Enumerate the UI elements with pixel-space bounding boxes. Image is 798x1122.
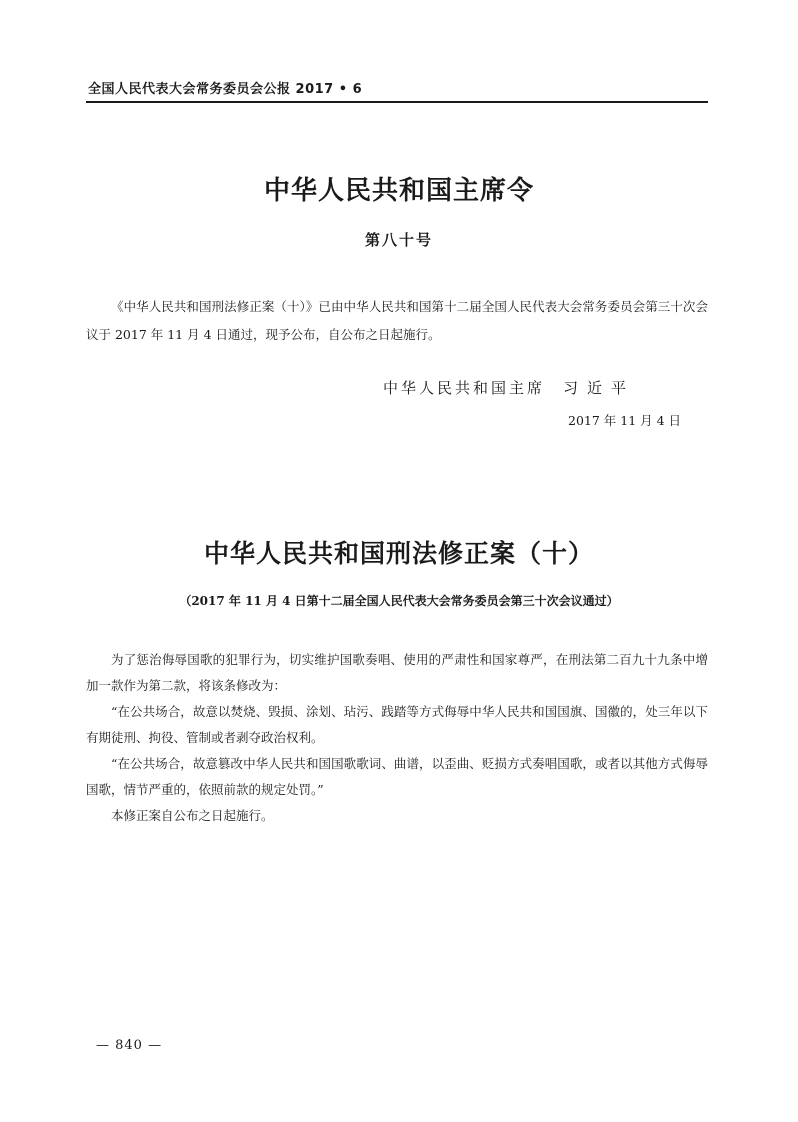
order-title: 中华人民共和国主席令 — [263, 176, 534, 206]
signer-name: 习近平 — [563, 379, 636, 397]
page-number: — 840 — — [96, 1038, 163, 1053]
order-body: 《中华人民共和国刑法修正案（十）》已由中华人民共和国第十二届全国人民代表大会常务委员会第三十次会议于 2017 年 11 月 4 日通过，现予公布，自公布之日起施行。 — [86, 299, 708, 342]
signature-block — [383, 377, 635, 398]
amendment-subtitle: （2017 年 11 月 4 日第十二届全国人民代表大会常务委员会第三十次会议通过） — [179, 594, 619, 608]
amendment-body — [86, 647, 708, 829]
amendment-paragraph: “在公共场合，故意篡改中华人民共和国国歌歌词、曲谱，以歪曲、贬损方式奏唱国歌，或者以其他方式侮辱国歌，情节严重的，依照前款的规定处罚。” — [86, 756, 708, 797]
amendment-paragraph: 为了惩治侮辱国歌的犯罪行为，切实维护国歌奏唱、使用的严肃性和国家尊严，在刑法第二百九十九条中增加一款作为第二款，将该条修改为： — [86, 652, 708, 693]
amendment-paragraph: 本修正案自公布之日起施行。 — [111, 808, 274, 823]
running-header: 全国人民代表大会常务委员会公报 2017 • 6 — [88, 82, 363, 97]
header-rule — [86, 101, 708, 103]
amendment-paragraph: “在公共场合，故意以焚烧、毁损、涂划、玷污、践踏等方式侮辱中华人民共和国国旗、国徽的，处三年以下有期徒刑、拘役、管制或者剥夺政治权利。 — [86, 704, 708, 745]
order-number: 第八十号 — [364, 231, 433, 249]
amendment-title: 中华人民共和国刑法修正案（十） — [203, 539, 594, 568]
signer-title: 中华人民共和国主席 — [383, 379, 546, 397]
sign-date: 2017 年 11 月 4 日 — [568, 413, 682, 428]
